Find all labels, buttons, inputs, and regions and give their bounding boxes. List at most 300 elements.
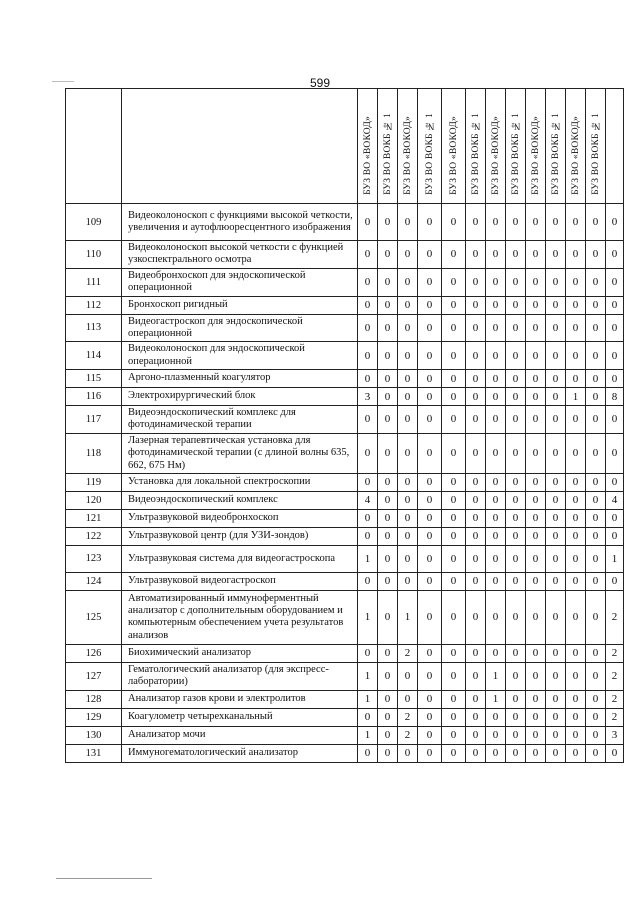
- table-row: [66, 241, 624, 269]
- value-cell: 0: [566, 644, 586, 662]
- header-label: БУЗ ВО ВОКБ № 1: [470, 113, 481, 195]
- value-cell: 0: [442, 690, 466, 708]
- total-cell: 2: [606, 590, 624, 644]
- value-cell: 0: [466, 296, 486, 314]
- value-cell: 2: [398, 726, 418, 744]
- value-cell: 0: [442, 370, 466, 388]
- total-cell: 1: [606, 545, 624, 572]
- header-col-4: [418, 89, 442, 204]
- value-cell: 0: [466, 590, 486, 644]
- table-row: [66, 662, 624, 690]
- value-cell: 0: [378, 527, 398, 545]
- value-cell: 0: [466, 509, 486, 527]
- value-cell: 0: [546, 527, 566, 545]
- value-cell: 0: [378, 491, 398, 509]
- value-cell: 0: [378, 662, 398, 690]
- header-label: БУЗ ВО «ВОКОД»: [402, 116, 413, 195]
- value-cell: 0: [358, 370, 378, 388]
- table-row: [66, 708, 624, 726]
- value-cell: 0: [486, 527, 506, 545]
- table-row: [66, 473, 624, 491]
- value-cell: 0: [418, 342, 442, 370]
- equipment-name: Бронхоскоп ригидный: [122, 296, 358, 314]
- table-row: [66, 204, 624, 241]
- header-label: БУЗ ВО ВОКБ № 1: [590, 113, 601, 195]
- table-row: [66, 388, 624, 406]
- value-cell: 0: [442, 644, 466, 662]
- value-cell: 0: [442, 726, 466, 744]
- equipment-name: Анализатор газов крови и электролитов: [122, 690, 358, 708]
- equipment-name: Коагулометр четырехканальный: [122, 708, 358, 726]
- total-cell: 0: [606, 314, 624, 342]
- value-cell: 1: [358, 726, 378, 744]
- value-cell: 0: [358, 314, 378, 342]
- row-number: 127: [66, 662, 122, 690]
- value-cell: 0: [546, 342, 566, 370]
- value-cell: 0: [442, 314, 466, 342]
- value-cell: 0: [546, 726, 566, 744]
- value-cell: 0: [486, 296, 506, 314]
- total-cell: 0: [606, 342, 624, 370]
- value-cell: 0: [442, 590, 466, 644]
- value-cell: 0: [398, 204, 418, 241]
- value-cell: 0: [506, 662, 526, 690]
- value-cell: 0: [442, 491, 466, 509]
- value-cell: 0: [418, 204, 442, 241]
- equipment-name: Видеобронхоскоп для эндоскопической операционной: [122, 268, 358, 296]
- value-cell: 0: [358, 241, 378, 269]
- row-number: 116: [66, 388, 122, 406]
- value-cell: 0: [418, 662, 442, 690]
- value-cell: 1: [358, 662, 378, 690]
- equipment-table: [65, 88, 624, 763]
- row-number: 130: [66, 726, 122, 744]
- value-cell: 0: [418, 545, 442, 572]
- header-col-10: [546, 89, 566, 204]
- value-cell: 2: [398, 708, 418, 726]
- value-cell: 0: [358, 708, 378, 726]
- value-cell: 0: [546, 690, 566, 708]
- value-cell: 0: [398, 433, 418, 473]
- value-cell: 0: [358, 433, 378, 473]
- value-cell: 0: [566, 342, 586, 370]
- value-cell: 1: [358, 590, 378, 644]
- value-cell: 0: [526, 268, 546, 296]
- value-cell: 0: [506, 268, 526, 296]
- value-cell: 0: [566, 527, 586, 545]
- value-cell: 0: [418, 314, 442, 342]
- value-cell: 0: [506, 708, 526, 726]
- value-cell: 0: [586, 509, 606, 527]
- value-cell: 0: [418, 370, 442, 388]
- value-cell: 0: [506, 545, 526, 572]
- table-row: [66, 527, 624, 545]
- value-cell: 0: [466, 314, 486, 342]
- value-cell: 0: [398, 690, 418, 708]
- row-number: 126: [66, 644, 122, 662]
- value-cell: 0: [442, 527, 466, 545]
- value-cell: 0: [418, 527, 442, 545]
- header-label: БУЗ ВО «ВОКОД»: [490, 116, 501, 195]
- value-cell: 0: [566, 545, 586, 572]
- value-cell: 0: [526, 726, 546, 744]
- value-cell: 0: [526, 296, 546, 314]
- value-cell: 0: [526, 644, 546, 662]
- header-col-2: [378, 89, 398, 204]
- value-cell: 0: [398, 388, 418, 406]
- value-cell: 0: [378, 590, 398, 644]
- page-number: 599: [309, 76, 331, 90]
- value-cell: 0: [418, 433, 442, 473]
- value-cell: 0: [546, 662, 566, 690]
- total-cell: 0: [606, 406, 624, 434]
- value-cell: 0: [546, 572, 566, 590]
- value-cell: 0: [358, 744, 378, 762]
- row-number: 111: [66, 268, 122, 296]
- total-cell: 0: [606, 527, 624, 545]
- value-cell: 0: [566, 590, 586, 644]
- value-cell: 0: [418, 744, 442, 762]
- value-cell: 0: [586, 241, 606, 269]
- header-name-cell: [122, 89, 358, 204]
- value-cell: 0: [506, 314, 526, 342]
- value-cell: 0: [378, 726, 398, 744]
- header-col-5: [442, 89, 466, 204]
- value-cell: 0: [466, 644, 486, 662]
- value-cell: 0: [586, 726, 606, 744]
- value-cell: 0: [378, 572, 398, 590]
- total-cell: 0: [606, 509, 624, 527]
- value-cell: 0: [398, 545, 418, 572]
- header-col-1: [358, 89, 378, 204]
- top-rule: [52, 81, 74, 82]
- value-cell: 0: [378, 545, 398, 572]
- total-cell: 2: [606, 662, 624, 690]
- value-cell: 0: [466, 241, 486, 269]
- value-cell: 0: [586, 342, 606, 370]
- row-number: 112: [66, 296, 122, 314]
- value-cell: 0: [526, 509, 546, 527]
- equipment-name: Лазерная терапевтическая установка для фотодинамической терапии (с длиной волны 635, 662, 675 Нм): [122, 433, 358, 473]
- value-cell: 0: [566, 662, 586, 690]
- value-cell: 0: [358, 268, 378, 296]
- value-cell: 0: [586, 744, 606, 762]
- value-cell: 0: [486, 342, 506, 370]
- table-row: [66, 491, 624, 509]
- value-cell: 0: [442, 473, 466, 491]
- value-cell: 0: [566, 473, 586, 491]
- value-cell: 0: [466, 726, 486, 744]
- value-cell: 0: [466, 545, 486, 572]
- value-cell: 0: [418, 708, 442, 726]
- value-cell: 0: [466, 204, 486, 241]
- value-cell: 0: [526, 473, 546, 491]
- total-cell: 0: [606, 433, 624, 473]
- table-row: [66, 726, 624, 744]
- value-cell: 0: [486, 314, 506, 342]
- value-cell: 0: [506, 406, 526, 434]
- value-cell: 0: [466, 527, 486, 545]
- value-cell: 0: [526, 662, 546, 690]
- value-cell: 0: [526, 406, 546, 434]
- value-cell: 0: [586, 491, 606, 509]
- equipment-name: Ультразвуковой видеогастроскоп: [122, 572, 358, 590]
- row-number: 128: [66, 690, 122, 708]
- header-label: БУЗ ВО ВОКБ № 1: [424, 113, 435, 195]
- value-cell: 0: [398, 268, 418, 296]
- value-cell: 0: [526, 314, 546, 342]
- value-cell: 0: [486, 726, 506, 744]
- row-number: 121: [66, 509, 122, 527]
- value-cell: 0: [378, 433, 398, 473]
- value-cell: 0: [546, 590, 566, 644]
- equipment-name: Электрохирургический блок: [122, 388, 358, 406]
- value-cell: 0: [506, 590, 526, 644]
- value-cell: 0: [466, 370, 486, 388]
- table-row: [66, 509, 624, 527]
- value-cell: 0: [586, 527, 606, 545]
- value-cell: 0: [526, 690, 546, 708]
- value-cell: 0: [586, 690, 606, 708]
- total-cell: 0: [606, 370, 624, 388]
- header-label: БУЗ ВО «ВОКОД»: [530, 116, 541, 195]
- value-cell: 0: [526, 433, 546, 473]
- value-cell: 0: [466, 744, 486, 762]
- value-cell: 0: [378, 406, 398, 434]
- value-cell: 0: [418, 388, 442, 406]
- value-cell: 0: [546, 744, 566, 762]
- equipment-name: Видеоколоноскоп высокой четкости с функцией узкоспектрального осмотра: [122, 241, 358, 269]
- value-cell: 0: [466, 572, 486, 590]
- equipment-name: Биохимический анализатор: [122, 644, 358, 662]
- row-number: 115: [66, 370, 122, 388]
- row-number: 118: [66, 433, 122, 473]
- row-number: 109: [66, 204, 122, 241]
- value-cell: 0: [378, 708, 398, 726]
- value-cell: 0: [566, 744, 586, 762]
- value-cell: 0: [566, 690, 586, 708]
- value-cell: 0: [378, 644, 398, 662]
- value-cell: 0: [398, 314, 418, 342]
- total-cell: 3: [606, 726, 624, 744]
- value-cell: 0: [546, 406, 566, 434]
- header-col-7: [486, 89, 506, 204]
- value-cell: 0: [418, 590, 442, 644]
- value-cell: 0: [378, 744, 398, 762]
- total-cell: 0: [606, 473, 624, 491]
- total-cell: 2: [606, 690, 624, 708]
- value-cell: 0: [442, 545, 466, 572]
- table-row: [66, 572, 624, 590]
- value-cell: 0: [526, 491, 546, 509]
- value-cell: 0: [586, 268, 606, 296]
- value-cell: 0: [418, 296, 442, 314]
- value-cell: 0: [466, 690, 486, 708]
- row-number: 110: [66, 241, 122, 269]
- value-cell: 0: [466, 268, 486, 296]
- value-cell: 0: [586, 204, 606, 241]
- value-cell: 0: [526, 572, 546, 590]
- row-number: 129: [66, 708, 122, 726]
- value-cell: 0: [398, 241, 418, 269]
- bottom-rule: [56, 878, 152, 879]
- value-cell: 0: [586, 314, 606, 342]
- value-cell: 0: [442, 509, 466, 527]
- value-cell: 0: [546, 388, 566, 406]
- total-cell: 0: [606, 241, 624, 269]
- row-number: 131: [66, 744, 122, 762]
- value-cell: 1: [358, 545, 378, 572]
- value-cell: 0: [546, 708, 566, 726]
- row-number: 119: [66, 473, 122, 491]
- header-label: БУЗ ВО ВОКБ № 1: [382, 113, 393, 195]
- value-cell: 0: [486, 509, 506, 527]
- equipment-name: Видеоэндоскопический комплекс: [122, 491, 358, 509]
- value-cell: 0: [486, 204, 506, 241]
- row-number: 114: [66, 342, 122, 370]
- value-cell: 0: [506, 388, 526, 406]
- value-cell: 0: [486, 473, 506, 491]
- value-cell: 0: [466, 342, 486, 370]
- value-cell: 0: [586, 572, 606, 590]
- value-cell: 0: [546, 473, 566, 491]
- value-cell: 0: [358, 644, 378, 662]
- value-cell: 0: [566, 370, 586, 388]
- value-cell: 0: [398, 572, 418, 590]
- value-cell: 0: [506, 473, 526, 491]
- total-cell: 0: [606, 204, 624, 241]
- value-cell: 0: [378, 314, 398, 342]
- table-row: [66, 296, 624, 314]
- value-cell: 0: [358, 204, 378, 241]
- value-cell: 0: [526, 342, 546, 370]
- value-cell: 0: [506, 572, 526, 590]
- value-cell: 0: [378, 241, 398, 269]
- header-col-11: [566, 89, 586, 204]
- value-cell: 0: [586, 708, 606, 726]
- value-cell: 0: [486, 744, 506, 762]
- value-cell: 0: [506, 726, 526, 744]
- header-label: БУЗ ВО ВОКБ № 1: [550, 113, 561, 195]
- value-cell: 0: [442, 342, 466, 370]
- equipment-name: Ультразвуковой центр (для УЗИ-зондов): [122, 527, 358, 545]
- value-cell: 0: [418, 268, 442, 296]
- value-cell: 1: [566, 388, 586, 406]
- value-cell: 0: [442, 268, 466, 296]
- value-cell: 0: [418, 644, 442, 662]
- value-cell: 0: [566, 572, 586, 590]
- value-cell: 0: [398, 406, 418, 434]
- value-cell: 0: [506, 744, 526, 762]
- value-cell: 0: [378, 370, 398, 388]
- header-number-cell: [66, 89, 122, 204]
- value-cell: 0: [466, 406, 486, 434]
- header-col-8: [506, 89, 526, 204]
- value-cell: 0: [486, 241, 506, 269]
- table-row: [66, 545, 624, 572]
- value-cell: 0: [442, 241, 466, 269]
- row-number: 123: [66, 545, 122, 572]
- total-cell: 2: [606, 708, 624, 726]
- value-cell: 0: [358, 527, 378, 545]
- value-cell: 0: [566, 491, 586, 509]
- value-cell: 3: [358, 388, 378, 406]
- value-cell: 0: [506, 509, 526, 527]
- value-cell: 4: [358, 491, 378, 509]
- equipment-name: Видеогастроскоп для эндоскопической операционной: [122, 314, 358, 342]
- value-cell: 0: [566, 708, 586, 726]
- header-col-total: [606, 89, 624, 204]
- value-cell: 1: [486, 690, 506, 708]
- value-cell: 0: [546, 433, 566, 473]
- total-cell: 0: [606, 268, 624, 296]
- value-cell: 0: [442, 708, 466, 726]
- value-cell: 0: [546, 241, 566, 269]
- value-cell: 0: [546, 509, 566, 527]
- value-cell: 0: [526, 590, 546, 644]
- value-cell: 0: [546, 268, 566, 296]
- value-cell: 0: [358, 509, 378, 527]
- value-cell: 0: [526, 527, 546, 545]
- value-cell: 0: [486, 590, 506, 644]
- value-cell: 0: [418, 241, 442, 269]
- value-cell: 0: [566, 296, 586, 314]
- value-cell: 0: [398, 473, 418, 491]
- header-label: БУЗ ВО «ВОКОД»: [570, 116, 581, 195]
- value-cell: 0: [442, 744, 466, 762]
- value-cell: 0: [486, 388, 506, 406]
- value-cell: 0: [546, 644, 566, 662]
- value-cell: 0: [586, 433, 606, 473]
- value-cell: 0: [566, 314, 586, 342]
- value-cell: 0: [506, 690, 526, 708]
- value-cell: 0: [466, 708, 486, 726]
- value-cell: 0: [398, 296, 418, 314]
- value-cell: 0: [398, 744, 418, 762]
- total-cell: 0: [606, 572, 624, 590]
- value-cell: 0: [546, 314, 566, 342]
- total-cell: 2: [606, 644, 624, 662]
- value-cell: 0: [586, 545, 606, 572]
- equipment-name: Установка для локальной спектроскопии: [122, 473, 358, 491]
- value-cell: 0: [378, 296, 398, 314]
- row-number: 113: [66, 314, 122, 342]
- value-cell: 0: [418, 406, 442, 434]
- value-cell: 0: [358, 572, 378, 590]
- value-cell: 0: [566, 268, 586, 296]
- value-cell: 0: [442, 406, 466, 434]
- table-row: [66, 690, 624, 708]
- value-cell: 0: [442, 296, 466, 314]
- table-row: [66, 644, 624, 662]
- value-cell: 0: [418, 572, 442, 590]
- header-col-6: [466, 89, 486, 204]
- value-cell: 2: [398, 644, 418, 662]
- total-cell: 8: [606, 388, 624, 406]
- row-number: 122: [66, 527, 122, 545]
- value-cell: 0: [486, 268, 506, 296]
- value-cell: 0: [398, 370, 418, 388]
- value-cell: 0: [586, 473, 606, 491]
- value-cell: 0: [442, 572, 466, 590]
- value-cell: 0: [418, 726, 442, 744]
- total-cell: 0: [606, 744, 624, 762]
- value-cell: 0: [486, 644, 506, 662]
- table-row: [66, 406, 624, 434]
- value-cell: 0: [466, 388, 486, 406]
- value-cell: 0: [418, 509, 442, 527]
- table-row: [66, 433, 624, 473]
